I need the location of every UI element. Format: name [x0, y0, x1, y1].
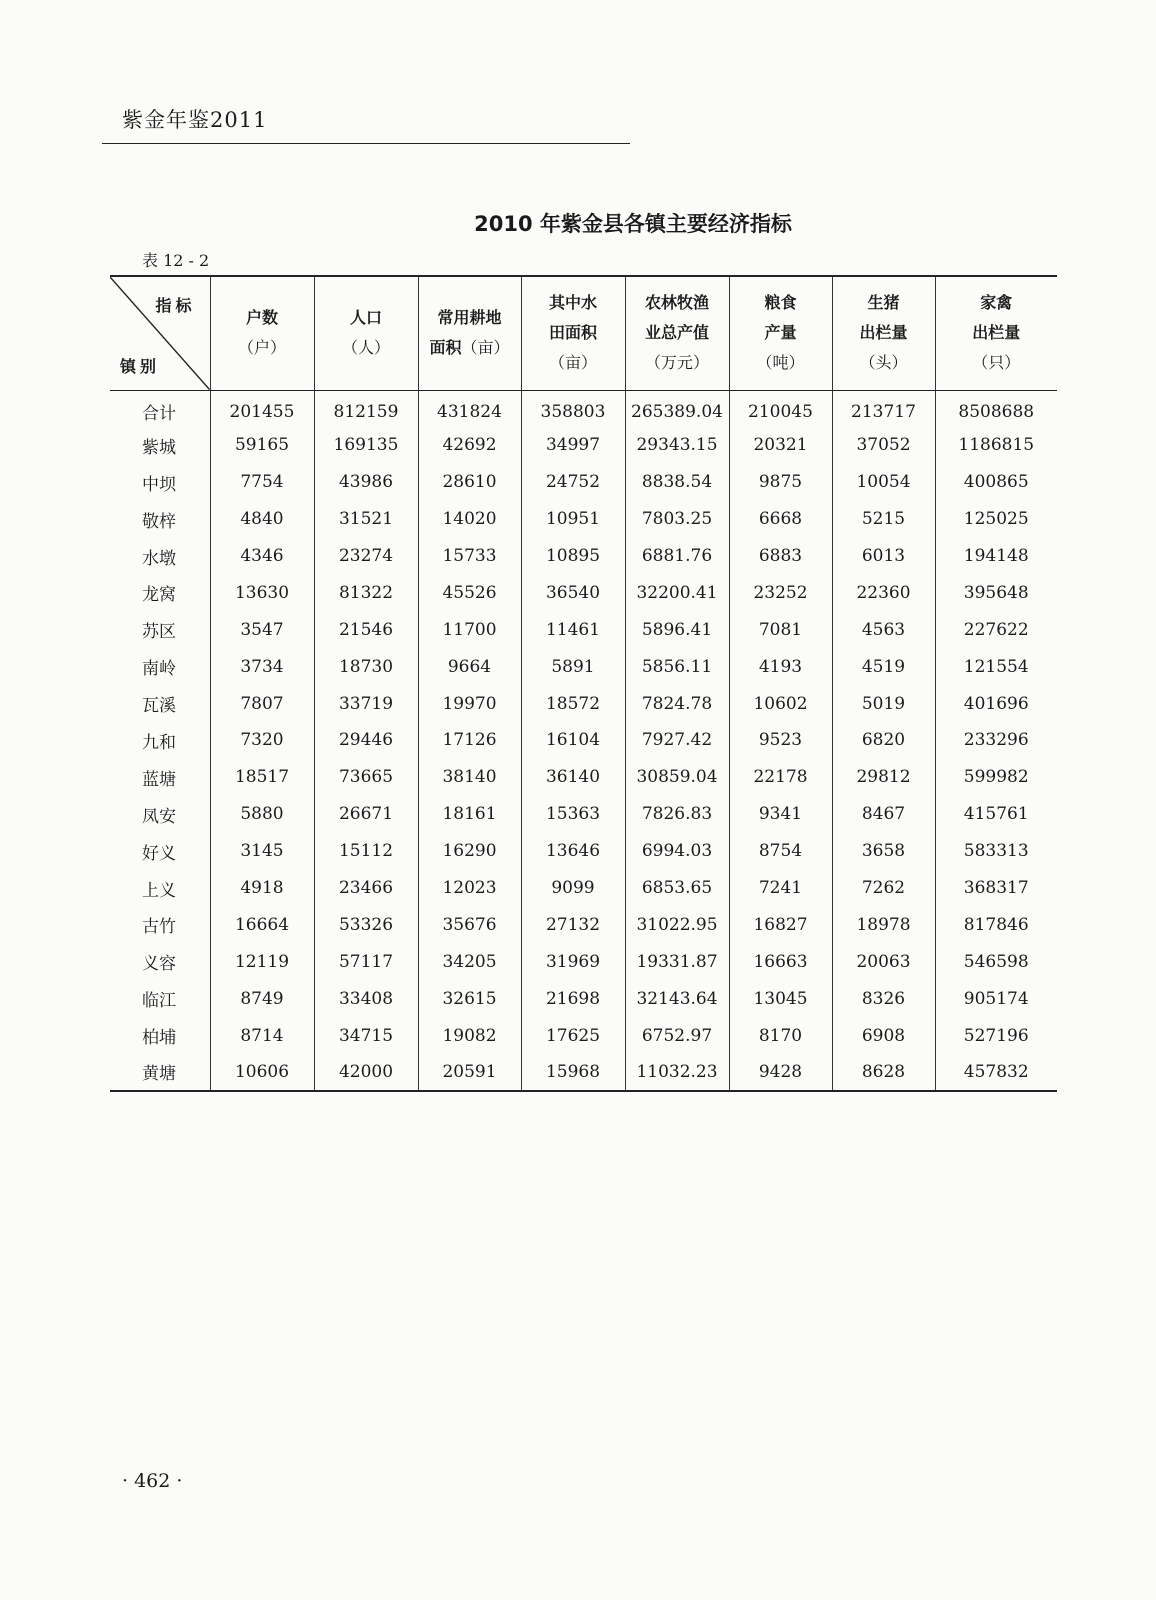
town-name-cell: 龙窝 — [110, 574, 210, 611]
table-row — [110, 611, 1057, 648]
data-cell: 3734 — [210, 648, 314, 685]
data-cell: 6908 — [832, 1017, 935, 1054]
data-cell: 29446 — [314, 722, 418, 759]
data-cell: 121554 — [935, 648, 1057, 685]
column-header-agri-output: 农林牧渔 业总产值 （万元） — [625, 276, 729, 390]
data-cell: 26671 — [314, 796, 418, 833]
data-cell: 125025 — [935, 501, 1057, 538]
data-cell: 8754 — [729, 833, 832, 870]
table-row — [110, 870, 1057, 907]
table-row — [110, 796, 1057, 833]
data-cell: 11032.23 — [625, 1054, 729, 1091]
data-cell: 8326 — [832, 980, 935, 1017]
page-number: · 462 · — [122, 1470, 183, 1492]
data-cell: 59165 — [210, 427, 314, 464]
table-row — [110, 943, 1057, 980]
header-row — [110, 276, 1057, 390]
data-cell: 13646 — [521, 833, 625, 870]
data-cell: 233296 — [935, 722, 1057, 759]
data-cell: 35676 — [418, 906, 521, 943]
data-cell: 10951 — [521, 501, 625, 538]
town-name-cell: 义容 — [110, 943, 210, 980]
data-cell: 4563 — [832, 611, 935, 648]
column-header-population: 人口 （人） — [314, 276, 418, 390]
data-cell: 7807 — [210, 685, 314, 722]
town-name-cell: 紫城 — [110, 427, 210, 464]
data-cell: 7824.78 — [625, 685, 729, 722]
table-title: 2010 年紫金县各镇主要经济指标 — [474, 212, 792, 236]
data-cell: 812159 — [314, 390, 418, 427]
data-cell: 7241 — [729, 870, 832, 907]
data-cell: 42692 — [418, 427, 521, 464]
data-cell: 16827 — [729, 906, 832, 943]
data-cell: 358803 — [521, 390, 625, 427]
data-cell: 3145 — [210, 833, 314, 870]
data-cell: 10054 — [832, 464, 935, 501]
table-row — [110, 648, 1057, 685]
data-cell: 7927.42 — [625, 722, 729, 759]
column-header-households: 户数 （户） — [210, 276, 314, 390]
data-cell: 6820 — [832, 722, 935, 759]
data-cell: 31969 — [521, 943, 625, 980]
town-name-cell: 好义 — [110, 833, 210, 870]
data-cell: 23274 — [314, 538, 418, 575]
data-cell: 10895 — [521, 538, 625, 575]
data-cell: 21546 — [314, 611, 418, 648]
data-cell: 5896.41 — [625, 611, 729, 648]
data-cell: 31022.95 — [625, 906, 729, 943]
data-cell: 16290 — [418, 833, 521, 870]
table-row — [110, 722, 1057, 759]
table-row — [110, 390, 1057, 427]
data-cell: 8170 — [729, 1017, 832, 1054]
data-cell: 527196 — [935, 1017, 1057, 1054]
data-cell: 10602 — [729, 685, 832, 722]
data-cell: 8749 — [210, 980, 314, 1017]
table-row — [110, 685, 1057, 722]
data-cell: 5891 — [521, 648, 625, 685]
data-cell: 15112 — [314, 833, 418, 870]
data-cell: 6883 — [729, 538, 832, 575]
data-cell: 5215 — [832, 501, 935, 538]
data-cell: 19082 — [418, 1017, 521, 1054]
data-cell: 29812 — [832, 759, 935, 796]
data-cell: 400865 — [935, 464, 1057, 501]
data-cell: 18572 — [521, 685, 625, 722]
data-cell: 22360 — [832, 574, 935, 611]
data-cell: 9099 — [521, 870, 625, 907]
data-cell: 43986 — [314, 464, 418, 501]
data-cell: 42000 — [314, 1054, 418, 1091]
data-cell: 37052 — [832, 427, 935, 464]
table-row — [110, 833, 1057, 870]
data-cell: 29343.15 — [625, 427, 729, 464]
data-cell: 27132 — [521, 906, 625, 943]
data-cell: 583313 — [935, 833, 1057, 870]
town-name-cell: 合计 — [110, 390, 210, 427]
data-cell: 32200.41 — [625, 574, 729, 611]
data-cell: 32143.64 — [625, 980, 729, 1017]
table-row — [110, 1054, 1057, 1091]
data-cell: 15733 — [418, 538, 521, 575]
data-cell: 817846 — [935, 906, 1057, 943]
data-cell: 6994.03 — [625, 833, 729, 870]
data-cell: 905174 — [935, 980, 1057, 1017]
data-cell: 20063 — [832, 943, 935, 980]
table-number: 表 12 - 2 — [142, 251, 210, 270]
column-header-grain-output: 粮食 产量 （吨） — [729, 276, 832, 390]
data-cell: 38140 — [418, 759, 521, 796]
data-cell: 7320 — [210, 722, 314, 759]
data-cell: 9875 — [729, 464, 832, 501]
data-cell: 5856.11 — [625, 648, 729, 685]
data-cell: 23466 — [314, 870, 418, 907]
data-cell: 7081 — [729, 611, 832, 648]
data-cell: 401696 — [935, 685, 1057, 722]
data-cell: 457832 — [935, 1054, 1057, 1091]
data-cell: 18161 — [418, 796, 521, 833]
data-cell: 13630 — [210, 574, 314, 611]
data-cell: 20591 — [418, 1054, 521, 1091]
running-header: 紫金年鉴2011 — [122, 108, 268, 132]
data-cell: 4519 — [832, 648, 935, 685]
data-cell: 7803.25 — [625, 501, 729, 538]
table-row — [110, 427, 1057, 464]
data-cell: 11461 — [521, 611, 625, 648]
column-header-farmland-area: 常用耕地 面积（亩） — [418, 276, 521, 390]
data-cell: 415761 — [935, 796, 1057, 833]
town-name-cell: 黄塘 — [110, 1054, 210, 1091]
town-name-cell: 敬梓 — [110, 501, 210, 538]
data-cell: 546598 — [935, 943, 1057, 980]
data-cell: 24752 — [521, 464, 625, 501]
column-header-poultry-sold: 家禽 出栏量 （只） — [935, 276, 1057, 390]
data-cell: 18517 — [210, 759, 314, 796]
data-cell: 81322 — [314, 574, 418, 611]
data-cell: 57117 — [314, 943, 418, 980]
data-cell: 431824 — [418, 390, 521, 427]
corner-header — [110, 276, 210, 390]
data-cell: 6881.76 — [625, 538, 729, 575]
data-cell: 15968 — [521, 1054, 625, 1091]
data-cell: 15363 — [521, 796, 625, 833]
town-name-cell: 九和 — [110, 722, 210, 759]
data-cell: 32615 — [418, 980, 521, 1017]
table-row — [110, 574, 1057, 611]
data-cell: 194148 — [935, 538, 1057, 575]
table-row — [110, 759, 1057, 796]
data-cell: 12023 — [418, 870, 521, 907]
data-cell: 20321 — [729, 427, 832, 464]
data-cell: 3658 — [832, 833, 935, 870]
town-name-cell: 凤安 — [110, 796, 210, 833]
town-name-cell: 临江 — [110, 980, 210, 1017]
table-row — [110, 1017, 1057, 1054]
data-cell: 16104 — [521, 722, 625, 759]
table-row — [110, 501, 1057, 538]
data-cell: 7262 — [832, 870, 935, 907]
data-cell: 6013 — [832, 538, 935, 575]
data-cell: 30859.04 — [625, 759, 729, 796]
header-rule — [102, 143, 630, 144]
table-row — [110, 464, 1057, 501]
town-name-cell: 南岭 — [110, 648, 210, 685]
town-name-cell: 水墩 — [110, 538, 210, 575]
data-cell: 34997 — [521, 427, 625, 464]
data-cell: 213717 — [832, 390, 935, 427]
data-cell: 53326 — [314, 906, 418, 943]
data-cell: 36140 — [521, 759, 625, 796]
data-cell: 4193 — [729, 648, 832, 685]
data-cell: 18978 — [832, 906, 935, 943]
data-cell: 4346 — [210, 538, 314, 575]
data-cell: 14020 — [418, 501, 521, 538]
data-cell: 28610 — [418, 464, 521, 501]
data-cell: 169135 — [314, 427, 418, 464]
data-cell: 599982 — [935, 759, 1057, 796]
data-cell: 12119 — [210, 943, 314, 980]
data-cell: 16664 — [210, 906, 314, 943]
column-header-paddy-area: 其中水 田面积 （亩） — [521, 276, 625, 390]
data-cell: 18730 — [314, 648, 418, 685]
data-cell: 17126 — [418, 722, 521, 759]
data-cell: 34205 — [418, 943, 521, 980]
table-row — [110, 906, 1057, 943]
town-name-cell: 蓝塘 — [110, 759, 210, 796]
data-cell: 227622 — [935, 611, 1057, 648]
data-cell: 265389.04 — [625, 390, 729, 427]
table-row — [110, 538, 1057, 575]
data-cell: 5880 — [210, 796, 314, 833]
town-name-cell: 瓦溪 — [110, 685, 210, 722]
data-cell: 16663 — [729, 943, 832, 980]
data-cell: 21698 — [521, 980, 625, 1017]
data-cell: 4918 — [210, 870, 314, 907]
data-cell: 9341 — [729, 796, 832, 833]
data-cell: 6853.65 — [625, 870, 729, 907]
economic-indicators-table — [110, 275, 1057, 1092]
data-cell: 11700 — [418, 611, 521, 648]
data-cell: 9523 — [729, 722, 832, 759]
data-cell: 201455 — [210, 390, 314, 427]
data-cell: 7826.83 — [625, 796, 729, 833]
table-row — [110, 980, 1057, 1017]
data-cell: 17625 — [521, 1017, 625, 1054]
data-cell: 8838.54 — [625, 464, 729, 501]
data-cell: 368317 — [935, 870, 1057, 907]
data-cell: 8714 — [210, 1017, 314, 1054]
town-name-cell: 中坝 — [110, 464, 210, 501]
data-cell: 8508688 — [935, 390, 1057, 427]
data-cell: 19970 — [418, 685, 521, 722]
town-name-cell: 柏埔 — [110, 1017, 210, 1054]
table-body — [110, 390, 1057, 1091]
data-cell: 210045 — [729, 390, 832, 427]
data-cell: 6752.97 — [625, 1017, 729, 1054]
data-cell: 8628 — [832, 1054, 935, 1091]
corner-top-label: 指标 — [155, 296, 196, 315]
data-cell: 13045 — [729, 980, 832, 1017]
data-cell: 33719 — [314, 685, 418, 722]
data-cell: 5019 — [832, 685, 935, 722]
town-name-cell: 苏区 — [110, 611, 210, 648]
column-header-pigs-sold: 生猪 出栏量 （头） — [832, 276, 935, 390]
data-cell: 10606 — [210, 1054, 314, 1091]
data-cell: 395648 — [935, 574, 1057, 611]
data-cell: 1186815 — [935, 427, 1057, 464]
data-cell: 45526 — [418, 574, 521, 611]
data-cell: 34715 — [314, 1017, 418, 1054]
data-cell: 31521 — [314, 501, 418, 538]
town-name-cell: 古竹 — [110, 906, 210, 943]
data-cell: 6668 — [729, 501, 832, 538]
data-cell: 3547 — [210, 611, 314, 648]
data-cell: 33408 — [314, 980, 418, 1017]
data-cell: 19331.87 — [625, 943, 729, 980]
data-cell: 4840 — [210, 501, 314, 538]
corner-bottom-label: 镇别 — [120, 356, 161, 376]
data-cell: 22178 — [729, 759, 832, 796]
data-cell: 9428 — [729, 1054, 832, 1091]
data-cell: 8467 — [832, 796, 935, 833]
data-cell: 7754 — [210, 464, 314, 501]
data-cell: 36540 — [521, 574, 625, 611]
data-cell: 73665 — [314, 759, 418, 796]
data-cell: 9664 — [418, 648, 521, 685]
data-cell: 23252 — [729, 574, 832, 611]
town-name-cell: 上义 — [110, 870, 210, 907]
